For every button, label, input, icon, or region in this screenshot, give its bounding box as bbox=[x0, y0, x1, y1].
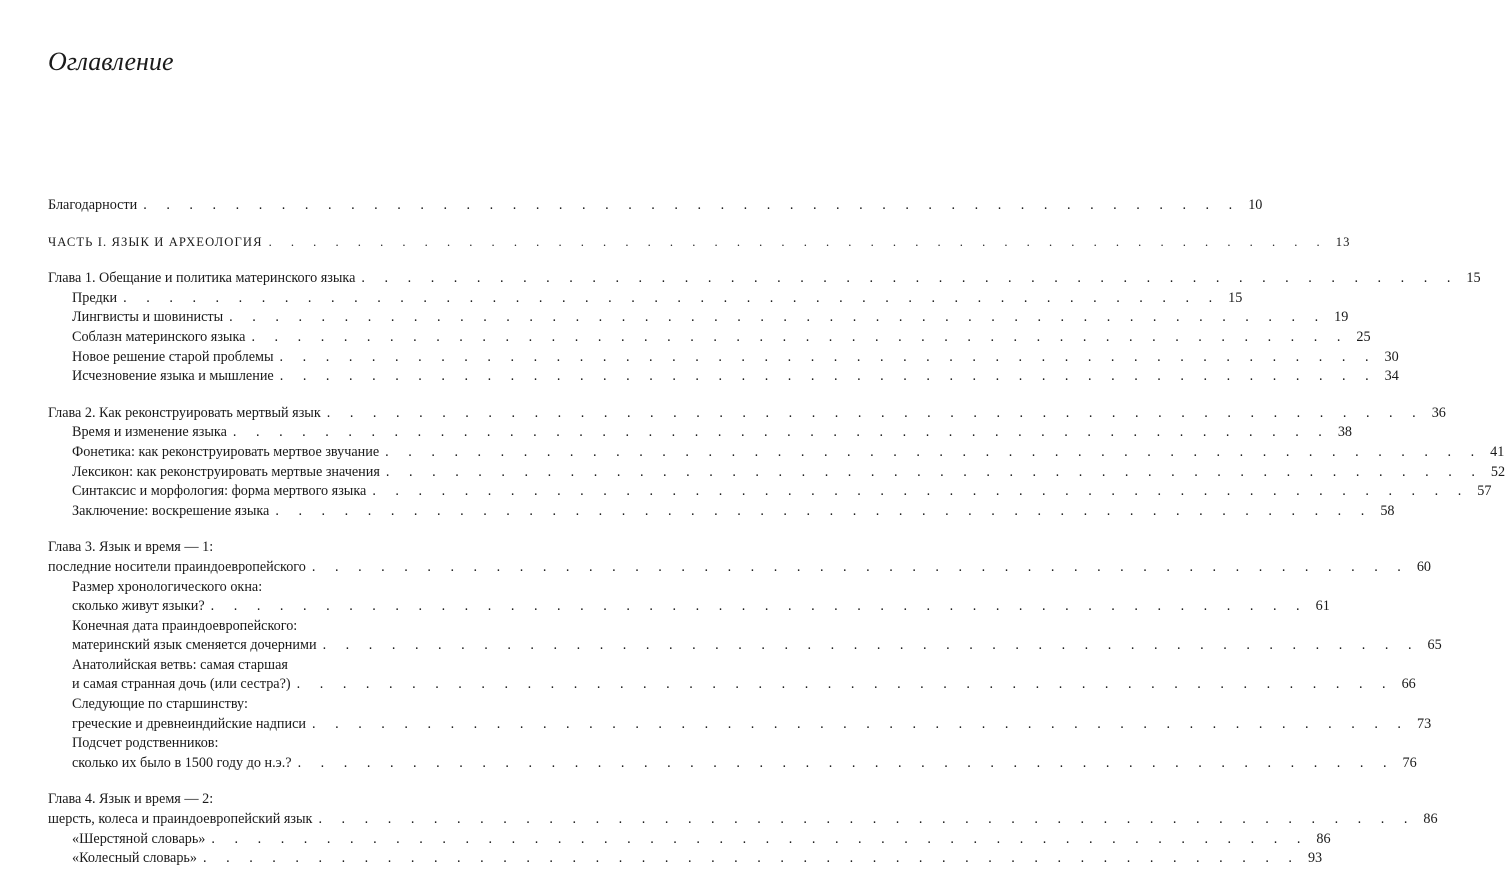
toc-entry-chapter-3-line-2[interactable] bbox=[48, 558, 1432, 578]
toc-entry-text: Время и изменение языка bbox=[72, 424, 227, 441]
page-title: Оглавление bbox=[48, 47, 174, 76]
toc-entry-section[interactable] bbox=[48, 849, 1323, 869]
toc-page-number: 65 bbox=[1427, 637, 1442, 654]
dot-leader: . . . . . . . . . . . . . . . . . . . . . . . . . . . . . . . . . . . . . . . . . . . . . . . . bbox=[275, 502, 1373, 519]
toc-entry-section[interactable] bbox=[48, 463, 1505, 483]
toc-entry-section-line-2[interactable] bbox=[48, 597, 1330, 617]
toc-entry-chapter-4-line-2[interactable] bbox=[48, 810, 1438, 830]
toc-page-number: 15 bbox=[1228, 289, 1243, 306]
toc-entry-text: сколько их было в 1500 году до н.э.? bbox=[72, 754, 292, 771]
toc-entry-section[interactable] bbox=[48, 830, 1331, 850]
toc-entry-chapter-1[interactable] bbox=[48, 269, 1481, 289]
dot-leader: . . . . . . . . . . . . . . . . . . . . . . . . . . . . . . . . . . . . . . . . . . . . . . . . bbox=[203, 850, 1300, 867]
toc-entry-section[interactable] bbox=[48, 482, 1492, 502]
toc-page-number: 25 bbox=[1356, 328, 1371, 345]
toc-entry-section-line-1[interactable] bbox=[48, 695, 563, 715]
dot-leader: . . . . . . . . . . . . . . . . . . . . . . . . . . . . . . . . . . . . . . . . . . . . . . . . bbox=[372, 483, 1470, 500]
toc-entry-text: Глава 1. Обещание и политика материнского языка bbox=[48, 270, 356, 287]
toc-entry-section-line-1[interactable] bbox=[48, 578, 563, 598]
toc-entry-section-line-2[interactable] bbox=[48, 675, 1416, 695]
toc-entry-text: Глава 2. Как реконструировать мертвый язык bbox=[48, 404, 321, 421]
toc-entry-text: «Колесный словарь» bbox=[72, 850, 197, 867]
toc-entry-text: Соблазн материнского языка bbox=[72, 328, 246, 345]
dot-leader: . . . . . . . . . . . . . . . . . . . . . . . . . . . . . . . . . . . . . . . . . . . . . . . . bbox=[279, 348, 1377, 365]
toc-entry-chapter-3-line-1[interactable] bbox=[48, 538, 563, 558]
toc-entry-chapter-4-line-1[interactable] bbox=[48, 790, 563, 810]
toc-page-number: 57 bbox=[1477, 483, 1492, 500]
dot-leader: . . . . . . . . . . . . . . . . . . . . . . . . . . . . . . . . . . . . . . . . . . . . . . . . bbox=[318, 811, 1416, 828]
toc-entry-section-line-2[interactable] bbox=[48, 636, 1442, 656]
toc-page-number: 73 bbox=[1416, 715, 1432, 732]
toc-entry-text: ЧАСТЬ I. ЯЗЫК И АРХЕОЛОГИЯ bbox=[48, 234, 263, 249]
toc-page-number: 86 bbox=[1316, 830, 1331, 847]
dot-leader: . . . . . . . . . . . . . . . . . . . . . . . . . . . . . . . . . . . . . . . . . . . . . . . . bbox=[312, 715, 1409, 732]
dot-leader: . . . . . . . . . . . . . . . . . . . . . . . . . . . . . . . . . . . . . . . . . . . . . . . . bbox=[385, 443, 1483, 460]
toc-page-number: 15 bbox=[1466, 270, 1481, 287]
toc-entry-text: Лексикон: как реконструировать мертвые значения bbox=[72, 463, 380, 480]
table-of-contents bbox=[48, 196, 1505, 869]
toc-page-number: 36 bbox=[1431, 404, 1446, 421]
toc-entry-text: Фонетика: как реконструировать мертвое звучание bbox=[72, 443, 380, 460]
toc-page-number: 13 bbox=[1335, 234, 1351, 249]
dot-leader: . . . . . . . . . . . . . . . . . . . . . . . . . . . . . . . . . . . . . . . . . . . . . . . . bbox=[143, 197, 1241, 213]
toc-entry-chapter-2[interactable] bbox=[48, 404, 1446, 424]
dot-leader: . . . . . . . . . . . . . . . . . . . . . . . . . . . . . . . . . . . . . . . . . . . . . . . . bbox=[229, 309, 1327, 326]
toc-entry-text: и самая странная дочь (или сестра?) bbox=[72, 676, 291, 693]
toc-page-number: 93 bbox=[1307, 850, 1323, 867]
dot-leader: . . . . . . . . . . . . . . . . . . . . . . . . . . . . . . . . . . . . . . . . . . . . . . . . bbox=[297, 754, 1395, 771]
toc-page-number: 19 bbox=[1334, 309, 1349, 326]
toc-page-number: 61 bbox=[1315, 598, 1330, 615]
toc-entry-text: последние носители праиндоевропейского bbox=[48, 558, 306, 575]
toc-entry-acknowledgements[interactable] bbox=[48, 196, 1263, 216]
toc-page-number: 41 bbox=[1490, 443, 1505, 460]
toc-entry-text: Подсчет родственников: bbox=[72, 735, 219, 752]
toc-entry-section[interactable] bbox=[48, 443, 1505, 463]
dot-leader: . . . . . . . . . . . . . . . . . . . . . . . . . . . . . . . . . . . . . . . . . . . . . . . . bbox=[232, 424, 1330, 441]
toc-entry-text: Следующие по старшинству: bbox=[72, 696, 248, 713]
dot-leader: . . . . . . . . . . . . . . . . . . . . . . . . . . . . . . . . . . . . . . . . . . . . . . . . bbox=[123, 289, 1221, 306]
toc-entry-text: греческие и древнеиндийские надписи bbox=[72, 715, 307, 732]
toc-entry-section-line-1[interactable] bbox=[48, 617, 563, 637]
toc-entry-text: Заключение: воскрешение языка bbox=[72, 502, 270, 519]
toc-page-number: 76 bbox=[1402, 754, 1417, 771]
dot-leader: . . . . . . . . . . . . . . . . . . . . . . . . . . . . . . . . . . . . . . . . . . . . . . . . bbox=[210, 598, 1308, 615]
dot-leader: . . . . . . . . . . . . . . . . . . . . . . . . . . . . . . . . . . . . . . . . . . . . . . . . bbox=[385, 463, 1483, 480]
toc-entry-section[interactable] bbox=[48, 289, 1243, 309]
dot-leader: . . . . . . . . . . . . . . . . . . . . . . . . . . . . . . . . . . . . . . . . . . . . . . . . bbox=[296, 676, 1394, 693]
toc-entry-text: Синтаксис и морфология: форма мертвого языка bbox=[72, 483, 367, 500]
dot-leader: . . . . . . . . . . . . . . . . . . . . . . . . . . . . . . . . . . . . . . . . . . . . . . . . bbox=[279, 368, 1377, 385]
toc-entry-text: Предки bbox=[72, 289, 118, 306]
dot-leader: . . . . . . . . . . . . . . . . . . . . . . . . . . . . . . . . . . . . . . . . . . . . . . . . bbox=[251, 328, 1349, 345]
toc-page-number: 66 bbox=[1401, 676, 1416, 693]
toc-page-number: 34 bbox=[1384, 368, 1399, 385]
toc-entry-text: Лингвисты и шовинисты bbox=[72, 309, 224, 326]
toc-entry-text: материнский язык сменяется дочерними bbox=[72, 637, 317, 654]
toc-entry-text: Глава 3. Язык и время — 1: bbox=[48, 539, 214, 556]
toc-entry-text: шерсть, колеса и праиндоевропейский язык bbox=[48, 811, 313, 828]
toc-page-number: 52 bbox=[1490, 463, 1505, 480]
toc-page-number: 10 bbox=[1248, 197, 1263, 213]
dot-leader: . . . . . . . . . . . . . . . . . . . . . . . . . . . . . . . . . . . . . . . . . . . . . . . . bbox=[326, 404, 1424, 421]
toc-entry-section-line-1[interactable] bbox=[48, 656, 563, 676]
toc-entry-text: Анатолийская ветвь: самая старшая bbox=[72, 656, 288, 673]
toc-entry-text: Глава 4. Язык и время — 2: bbox=[48, 791, 214, 808]
dot-leader: . . . . . . . . . . . . . . . . . . . . . . . . . . . . . . . . . . . . . . . . . . . . . . . . bbox=[268, 234, 1328, 249]
toc-entry-section[interactable] bbox=[48, 328, 1371, 348]
toc-page-number: 86 bbox=[1423, 811, 1438, 828]
toc-entry-section-line-2[interactable] bbox=[48, 754, 1417, 774]
toc-entry-text: Размер хронологического окна: bbox=[72, 578, 263, 595]
toc-entry-text: сколько живут языки? bbox=[72, 598, 205, 615]
dot-leader: . . . . . . . . . . . . . . . . . . . . . . . . . . . . . . . . . . . . . . . . . . . . . . . . bbox=[361, 270, 1459, 287]
dot-leader: . . . . . . . . . . . . . . . . . . . . . . . . . . . . . . . . . . . . . . . . . . . . . . . . bbox=[322, 637, 1420, 654]
toc-entry-text: Конечная дата праиндоевропейского: bbox=[72, 617, 298, 634]
dot-leader: . . . . . . . . . . . . . . . . . . . . . . . . . . . . . . . . . . . . . . . . . . . . . . . . bbox=[311, 558, 1409, 575]
toc-entry-section[interactable] bbox=[48, 423, 1353, 443]
toc-page-number: 30 bbox=[1384, 348, 1399, 365]
toc-entry-part-1[interactable] bbox=[48, 233, 1351, 253]
toc-entry-section-line-1[interactable] bbox=[48, 734, 563, 754]
toc-page-number: 38 bbox=[1337, 424, 1353, 441]
toc-entry-section[interactable] bbox=[48, 348, 1399, 368]
toc-page-number: 60 bbox=[1416, 558, 1432, 575]
dot-leader: . . . . . . . . . . . . . . . . . . . . . . . . . . . . . . . . . . . . . . . . . . . . . . . . bbox=[211, 830, 1309, 847]
toc-entry-text: Исчезновение языка и мышление bbox=[72, 368, 274, 385]
toc-page-number: 58 bbox=[1380, 502, 1395, 519]
toc-entry-text: Новое решение старой проблемы bbox=[72, 348, 274, 365]
toc-entry-text: «Шерстяной словарь» bbox=[72, 830, 206, 847]
toc-entry-text: Благодарности bbox=[48, 197, 138, 213]
toc-entry-section[interactable] bbox=[48, 367, 1399, 387]
toc-entry-section-line-2[interactable] bbox=[48, 715, 1432, 735]
toc-entry-section[interactable] bbox=[48, 502, 1395, 522]
toc-entry-section[interactable] bbox=[48, 308, 1349, 328]
